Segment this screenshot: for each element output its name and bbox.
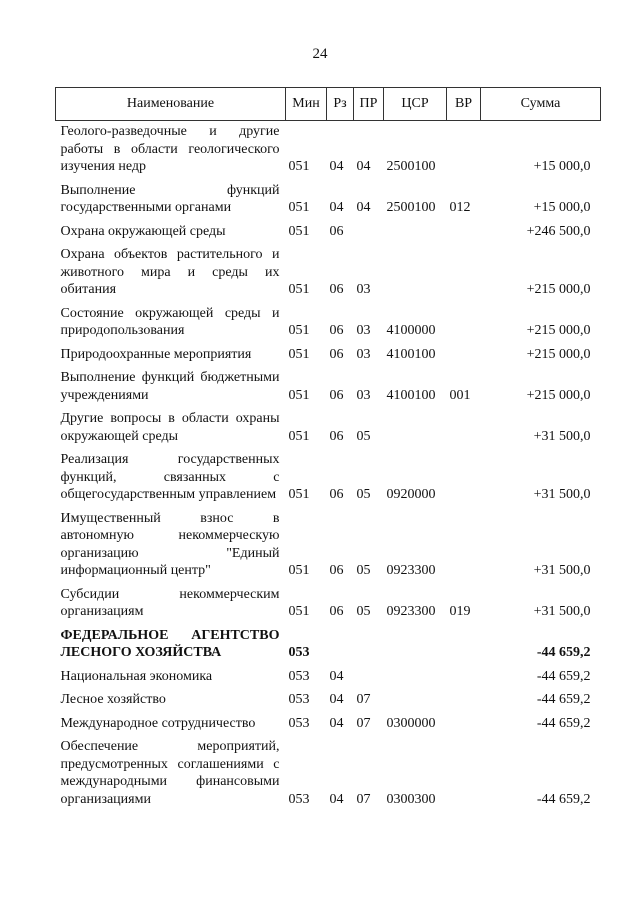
cell-rz: 06 bbox=[329, 563, 344, 578]
cell-sum: +215 000,0 bbox=[526, 282, 591, 297]
cell-name: Другие вопросы в области охраны окружающей среды bbox=[60, 411, 280, 444]
cell-rz: 04 bbox=[329, 791, 344, 807]
cell-pr: 05 bbox=[356, 487, 371, 502]
cell-pr: 07 bbox=[356, 791, 371, 807]
table-row bbox=[56, 451, 601, 510]
cell-name: Выполнение функций бюджетными учреждениями bbox=[60, 370, 280, 403]
cell-rz: 06 bbox=[329, 387, 344, 403]
cell-vr bbox=[447, 246, 481, 305]
cell-csr: 0300000 bbox=[386, 715, 436, 731]
cell-rz: 04 bbox=[329, 159, 344, 174]
cell-sum: -44 659,2 bbox=[536, 692, 591, 707]
cell-name: Лесное хозяйство bbox=[60, 692, 166, 707]
table-row bbox=[56, 715, 601, 739]
cell-name: ФЕДЕРАЛЬНОЕ АГЕНТСТВО ЛЕСНОГО ХОЗЯЙСТВА bbox=[60, 627, 280, 660]
cell-sum: +31 500,0 bbox=[533, 604, 591, 619]
cell-name: Геолого-разведочные и другие работы в области геологического изучения недр bbox=[60, 124, 280, 174]
cell-sum: +31 500,0 bbox=[533, 563, 591, 578]
cell-pr: 07 bbox=[356, 692, 371, 707]
table-row bbox=[56, 182, 601, 223]
cell-vr bbox=[447, 668, 481, 692]
table-row bbox=[56, 691, 601, 715]
cell-name: Субсидии некоммерческим организациям bbox=[60, 586, 280, 619]
cell-rz: 06 bbox=[329, 346, 344, 362]
cell-rz: 06 bbox=[329, 323, 344, 338]
cell-csr: 2500100 bbox=[386, 159, 436, 174]
cell-sum: -44 659,2 bbox=[536, 645, 591, 660]
cell-pr: 03 bbox=[356, 387, 371, 403]
table-row bbox=[56, 586, 601, 627]
table-header bbox=[56, 88, 601, 121]
table-row bbox=[56, 627, 601, 668]
cell-vr bbox=[447, 715, 481, 739]
cell-min: 051 bbox=[288, 604, 310, 619]
cell-pr: 05 bbox=[356, 563, 371, 578]
cell-csr bbox=[384, 410, 447, 451]
cell-pr: 05 bbox=[356, 428, 371, 444]
cell-name: Национальная экономика bbox=[60, 668, 213, 684]
cell-rz: 06 bbox=[329, 282, 344, 297]
cell-rz: 06 bbox=[329, 428, 344, 444]
cell-sum: +15 000,0 bbox=[533, 200, 591, 215]
header-csr: ЦСР bbox=[384, 88, 447, 121]
cell-csr: 2500100 bbox=[386, 200, 436, 215]
table-row bbox=[56, 668, 601, 692]
cell-vr bbox=[447, 305, 481, 346]
table-row bbox=[56, 738, 601, 814]
cell-pr: 05 bbox=[356, 604, 371, 619]
cell-rz: 04 bbox=[329, 200, 344, 215]
cell-pr: 04 bbox=[356, 200, 371, 215]
cell-csr bbox=[384, 691, 447, 715]
cell-sum: +215 000,0 bbox=[526, 346, 591, 362]
cell-csr bbox=[384, 246, 447, 305]
cell-name: Имущественный взнос в автономную некоммерческую организацию "Единый информационный центр" bbox=[60, 510, 280, 578]
cell-csr bbox=[384, 223, 447, 247]
cell-min: 051 bbox=[288, 323, 310, 338]
table-row bbox=[56, 246, 601, 305]
table-row bbox=[56, 305, 601, 346]
cell-csr: 0920000 bbox=[386, 487, 436, 502]
cell-sum: -44 659,2 bbox=[536, 791, 591, 807]
cell-sum: +15 000,0 bbox=[533, 159, 591, 174]
cell-min: 053 bbox=[288, 715, 310, 731]
cell-vr: 019 bbox=[449, 604, 471, 619]
cell-name: Международное сотрудничество bbox=[60, 715, 256, 731]
cell-rz bbox=[327, 627, 354, 668]
cell-pr bbox=[354, 223, 384, 247]
table-row bbox=[56, 121, 601, 182]
cell-pr bbox=[354, 627, 384, 668]
cell-min: 051 bbox=[288, 223, 310, 239]
cell-vr bbox=[447, 738, 481, 814]
header-rz: Рз bbox=[327, 88, 354, 121]
table-row bbox=[56, 510, 601, 586]
cell-rz: 04 bbox=[329, 715, 344, 731]
cell-name: Реализация государственных функций, связанных с общегосударственным управлением bbox=[60, 452, 280, 502]
cell-min: 051 bbox=[288, 282, 310, 297]
cell-csr: 0300300 bbox=[386, 791, 436, 807]
cell-csr: 4100000 bbox=[386, 323, 436, 338]
cell-vr bbox=[447, 451, 481, 510]
cell-rz: 04 bbox=[329, 668, 344, 684]
cell-sum: -44 659,2 bbox=[536, 668, 591, 684]
cell-name: Охрана объектов растительного и животного мира и среды их обитания bbox=[60, 247, 280, 297]
cell-pr bbox=[354, 668, 384, 692]
cell-min: 051 bbox=[288, 200, 310, 215]
cell-rz: 06 bbox=[329, 487, 344, 502]
header-name: Наименование bbox=[56, 88, 286, 121]
cell-vr bbox=[447, 223, 481, 247]
cell-sum: +215 000,0 bbox=[526, 323, 591, 338]
cell-sum: +31 500,0 bbox=[533, 487, 591, 502]
cell-vr bbox=[447, 410, 481, 451]
cell-sum: +31 500,0 bbox=[533, 428, 591, 444]
cell-vr: 001 bbox=[449, 387, 471, 403]
cell-rz: 06 bbox=[329, 604, 344, 619]
cell-pr: 03 bbox=[356, 323, 371, 338]
table-row bbox=[56, 346, 601, 370]
cell-min: 053 bbox=[288, 791, 310, 807]
cell-min: 051 bbox=[288, 387, 310, 403]
cell-vr bbox=[447, 510, 481, 586]
cell-sum: +215 000,0 bbox=[526, 387, 591, 403]
cell-pr: 03 bbox=[356, 346, 371, 362]
header-min: Мин bbox=[286, 88, 327, 121]
cell-min: 053 bbox=[288, 668, 310, 684]
table-row bbox=[56, 410, 601, 451]
cell-csr: 0923300 bbox=[386, 563, 436, 578]
cell-min: 051 bbox=[288, 563, 310, 578]
cell-csr bbox=[384, 627, 447, 668]
cell-csr bbox=[384, 668, 447, 692]
cell-min: 051 bbox=[288, 428, 310, 444]
page-number: 24 bbox=[312, 46, 328, 62]
cell-rz: 04 bbox=[329, 692, 344, 707]
cell-vr bbox=[447, 627, 481, 668]
cell-vr bbox=[447, 346, 481, 370]
cell-sum: +246 500,0 bbox=[526, 223, 591, 239]
cell-csr: 0923300 bbox=[386, 604, 436, 619]
cell-name: Выполнение функций государственными органами bbox=[60, 182, 280, 215]
cell-csr: 4100100 bbox=[386, 387, 436, 403]
header-sum: Сумма bbox=[481, 88, 601, 121]
cell-vr bbox=[447, 121, 481, 182]
cell-vr: 012 bbox=[449, 200, 471, 215]
cell-name: Природоохранные мероприятия bbox=[60, 346, 252, 362]
cell-min: 053 bbox=[288, 645, 310, 660]
cell-name: Состояние окружающей среды и природопользования bbox=[60, 305, 280, 338]
cell-min: 051 bbox=[288, 159, 310, 174]
cell-min: 051 bbox=[288, 346, 310, 362]
cell-min: 051 bbox=[288, 487, 310, 502]
budget-table bbox=[55, 87, 601, 814]
cell-name: Обеспечение мероприятий, предусмотренных соглашениями с международными финансовыми организациями bbox=[60, 739, 280, 807]
table-row bbox=[56, 369, 601, 410]
cell-pr: 04 bbox=[356, 159, 371, 174]
cell-vr bbox=[447, 691, 481, 715]
cell-rz: 06 bbox=[329, 223, 344, 239]
table-row bbox=[56, 223, 601, 247]
cell-pr: 03 bbox=[356, 282, 371, 297]
header-pr: ПР bbox=[354, 88, 384, 121]
header-vr: ВР bbox=[447, 88, 481, 121]
cell-name: Охрана окружающей среды bbox=[60, 223, 226, 239]
cell-pr: 07 bbox=[356, 715, 371, 731]
cell-min: 053 bbox=[288, 692, 310, 707]
cell-csr: 4100100 bbox=[386, 346, 436, 362]
cell-sum: -44 659,2 bbox=[536, 715, 591, 731]
